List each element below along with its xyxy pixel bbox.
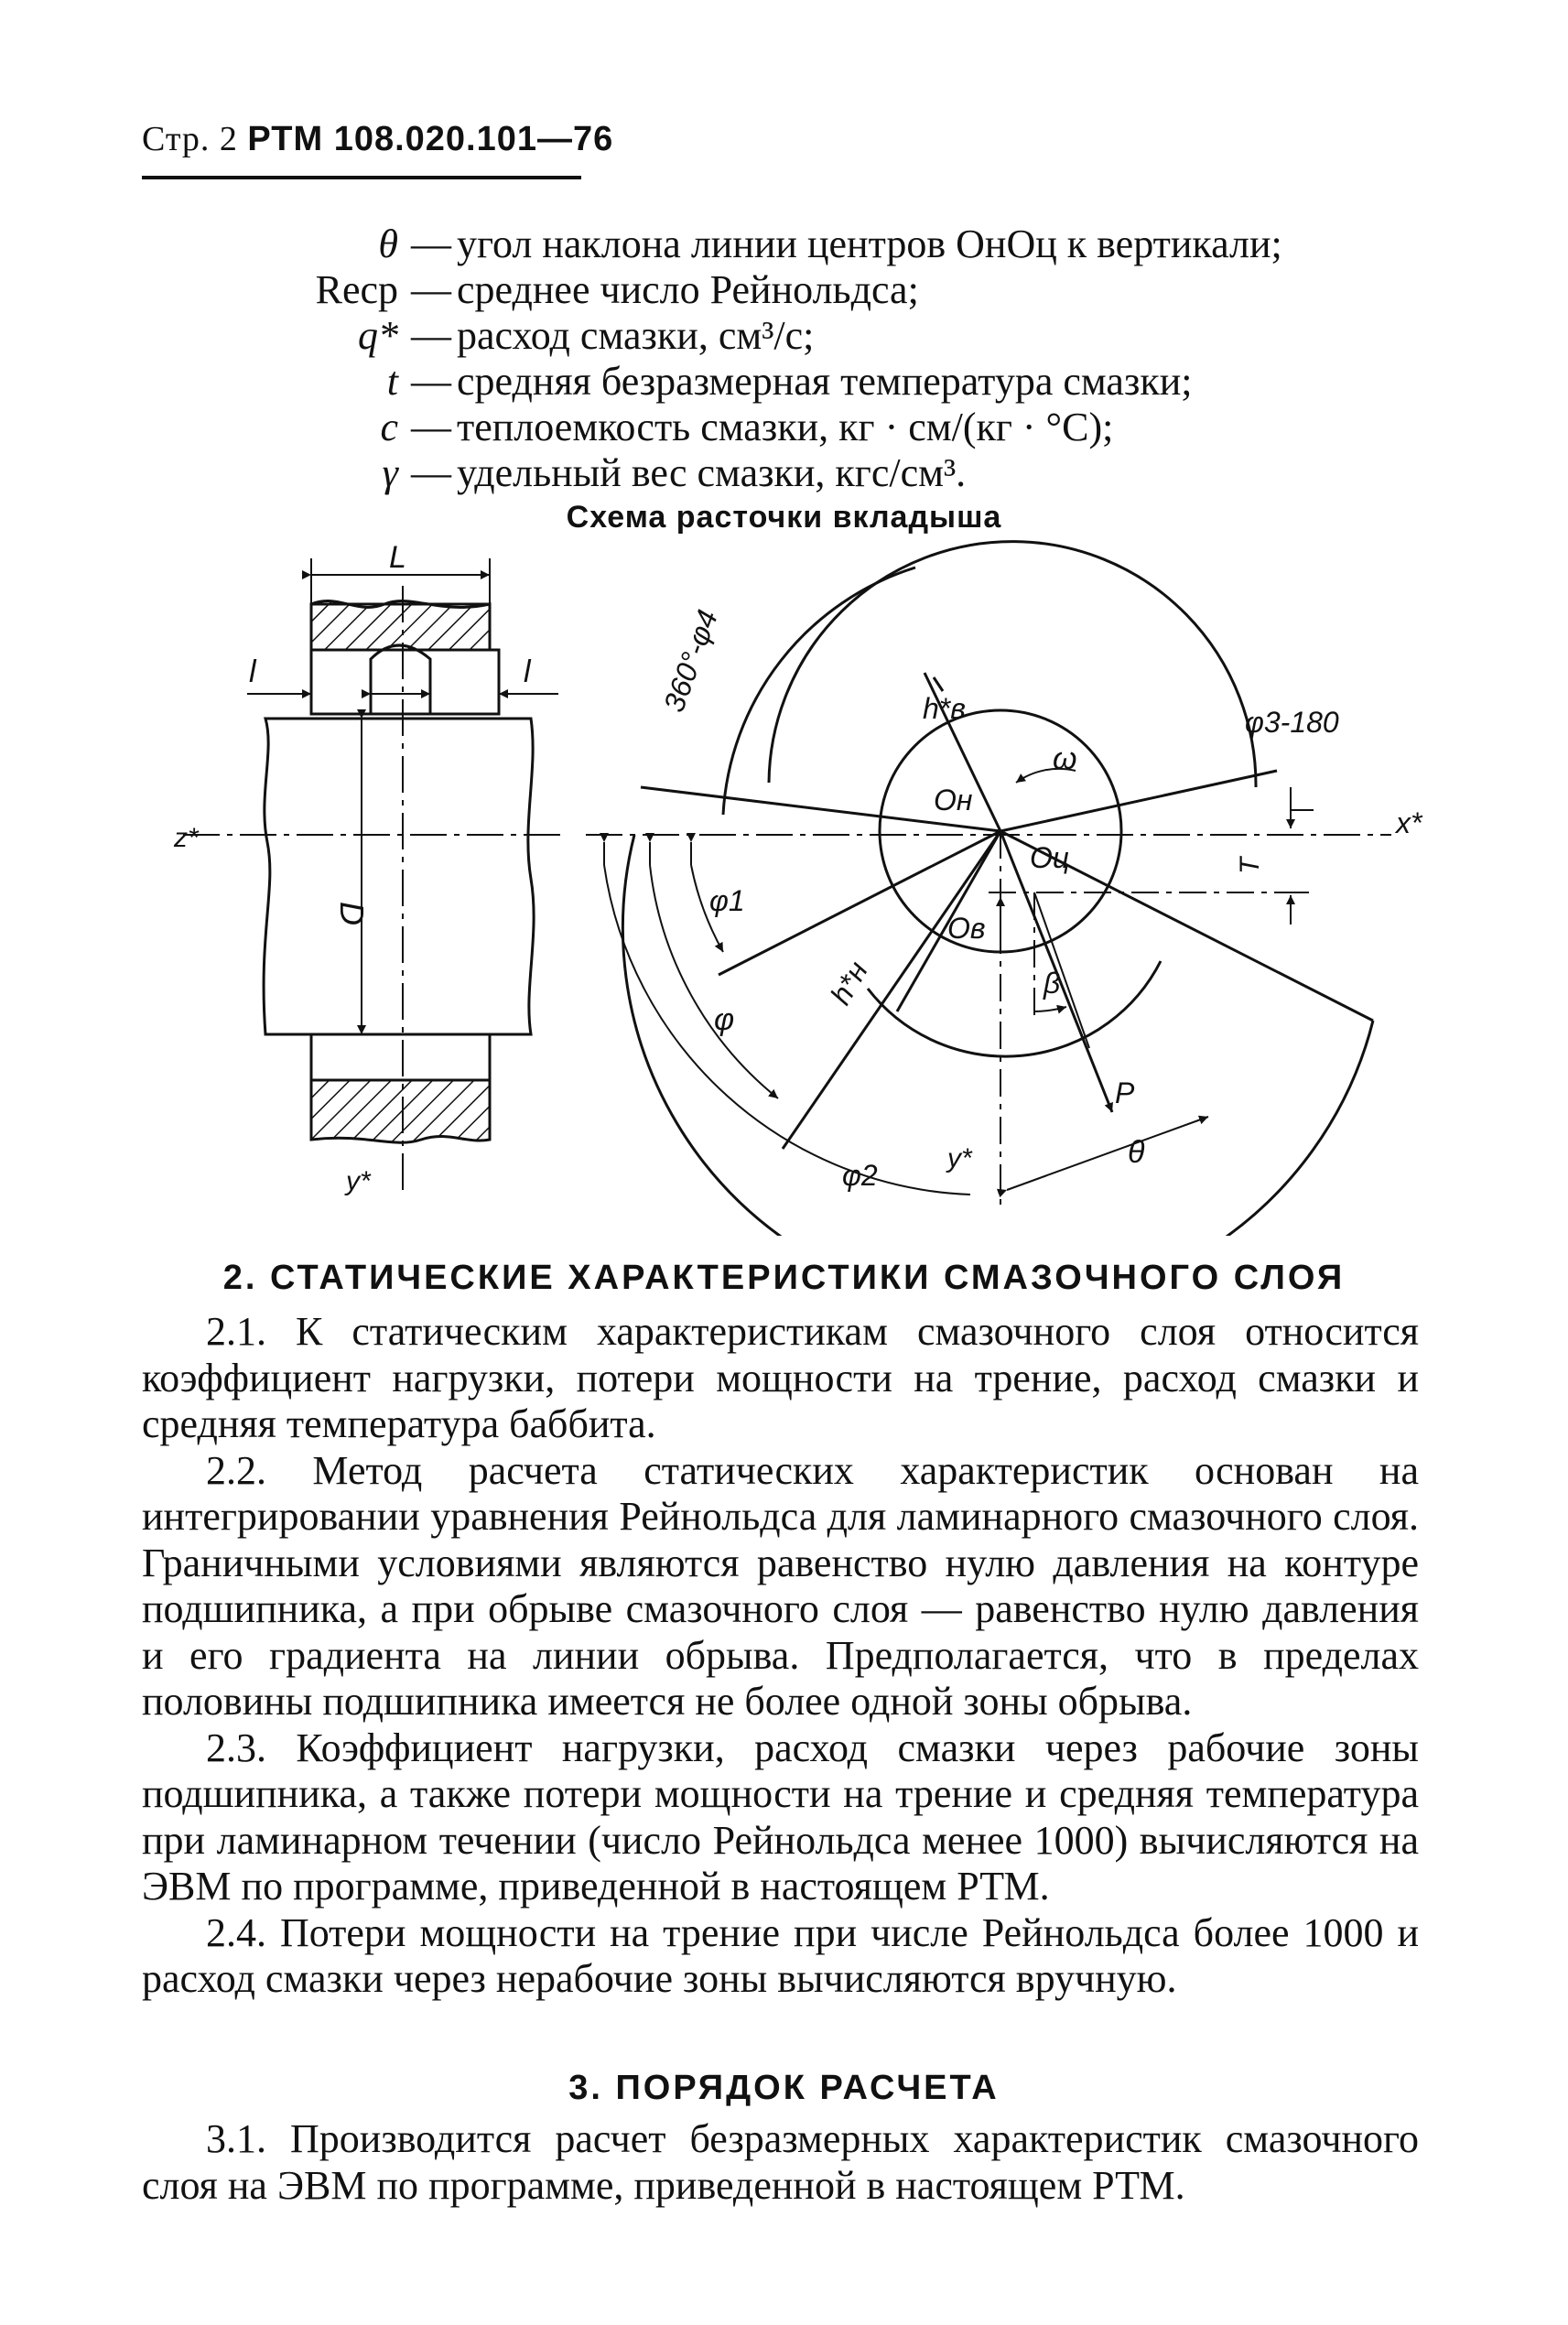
section-2-body [142, 1309, 1419, 2003]
paragraph: 2.2. Метод расчета статических характеристик основан на интегрировании уравнения Рейнольдса для ламинарного смазочного слоя. Граничными условиями являются равенство нулю давления на контуре подшипника, а при обрыве смазочного слоя — равенство нулю давления и его градиента на линии обрыва. Предполагается, что в пределах половины подшипника имеется не более одной зоны обрыва. [142, 1447, 1419, 1724]
figure-caption: Схема расточки вкладыша [566, 500, 1002, 535]
label-phi1: φ1 [709, 884, 745, 917]
label-O-c: Oц [1030, 841, 1070, 874]
label-O-n: Oн [934, 784, 973, 816]
document-code: РТМ 108.020.101—76 [247, 120, 614, 158]
paragraph: 3.1. Производится расчет безразмерных характеристик смазочного слоя на ЭВМ по программе, приведенной в настоящем РТМ. [142, 2116, 1419, 2208]
definition-row: t — средняя безразмерная температура смазки; [311, 359, 1446, 405]
definition-symbol: Reср [315, 267, 398, 312]
section-2-title: 2. СТАТИЧЕСКИЕ ХАРАКТЕРИСТИКИ СМАЗОЧНОГО СЛОЯ [222, 1259, 1346, 1297]
definition-text: средняя безразмерная температура смазки; [457, 359, 1193, 404]
label-z: z* [174, 823, 199, 853]
label-y-right: y* [947, 1143, 972, 1173]
label-beta: β [1044, 967, 1061, 1000]
definition-symbol: q* [358, 313, 398, 358]
definition-text: теплоемкость смазки, кг · см/(кг · °С); [457, 405, 1114, 449]
definition-row: q* — расход смазки, см³/с; [311, 313, 1446, 359]
symbol-definitions [311, 222, 1446, 496]
label-360-phi4: 360°-φ4 [656, 605, 725, 717]
paragraph: 2.3. Коэффициент нагрузки, расход смазки через рабочие зоны подшипника, а также потери мощности на трение и средняя температура при ламинарном течении (число Рейнольдса менее 1000) вычисляются на ЭВМ по программе, приведенной в настоящем РТМ. [142, 1725, 1419, 1909]
liner-side-view [183, 558, 568, 1190]
page-header [142, 119, 613, 159]
label-phi: φ [714, 1002, 735, 1037]
label-O-v: Oв [947, 912, 986, 945]
definition-text: удельный вес смазки, кгс/см³. [457, 450, 967, 495]
definition-text: среднее число Рейнольдса; [457, 267, 919, 312]
definition-symbol: t [386, 359, 398, 404]
definition-row: Reср — среднее число Рейнольдса; [311, 267, 1446, 313]
label-P: P [1115, 1076, 1135, 1109]
label-D: D [333, 902, 371, 925]
label-h-top: h*в [923, 692, 966, 725]
definition-row: γ — удельный вес смазки, кгс/см³. [311, 450, 1446, 496]
label-x: x* [1396, 806, 1422, 839]
label-y-left: y* [346, 1166, 371, 1196]
label-l-right: l [524, 654, 531, 689]
label-l-left: l [249, 654, 256, 689]
definition-text: угол наклона линии центров OнOц к вертикали; [457, 222, 1282, 266]
label-phi3-180: φ3-180 [1245, 706, 1339, 739]
paragraph: 2.4. Потери мощности на трение при числе Рейнольдса более 1000 и расход смазки через нерабочие зоны вычисляются вручную. [142, 1909, 1419, 2001]
label-T: T [1235, 857, 1265, 874]
label-h-bottom: h*н [823, 956, 874, 1011]
label-L: L [389, 540, 406, 575]
page-number: Стр. 2 [142, 120, 238, 158]
definition-row: c — теплоемкость смазки, кг · см/(кг · °С); [311, 405, 1446, 450]
section-3-body [142, 2116, 1419, 2209]
definition-symbol: θ [378, 222, 398, 266]
paragraph: 2.1. К статическим характеристикам смазочного слоя относится коэффициент нагрузки, потери мощности на трение, расход смазки и средняя температура баббита. [142, 1309, 1419, 1446]
header-rule [142, 176, 581, 179]
label-phi2: φ2 [842, 1159, 878, 1192]
definition-row: θ — угол наклона линии центров OнOц к вертикали; [311, 222, 1446, 267]
section-3-title: 3. ПОРЯДОК РАСЧЕТА [568, 2069, 1000, 2107]
bearing-bore-diagram [137, 540, 1455, 1236]
definition-symbol: c [380, 405, 398, 449]
definition-text: расход смазки, см³/с; [457, 313, 815, 358]
label-theta: θ [1128, 1135, 1145, 1170]
definition-symbol: γ [382, 450, 398, 495]
label-omega: ω [1053, 741, 1077, 776]
